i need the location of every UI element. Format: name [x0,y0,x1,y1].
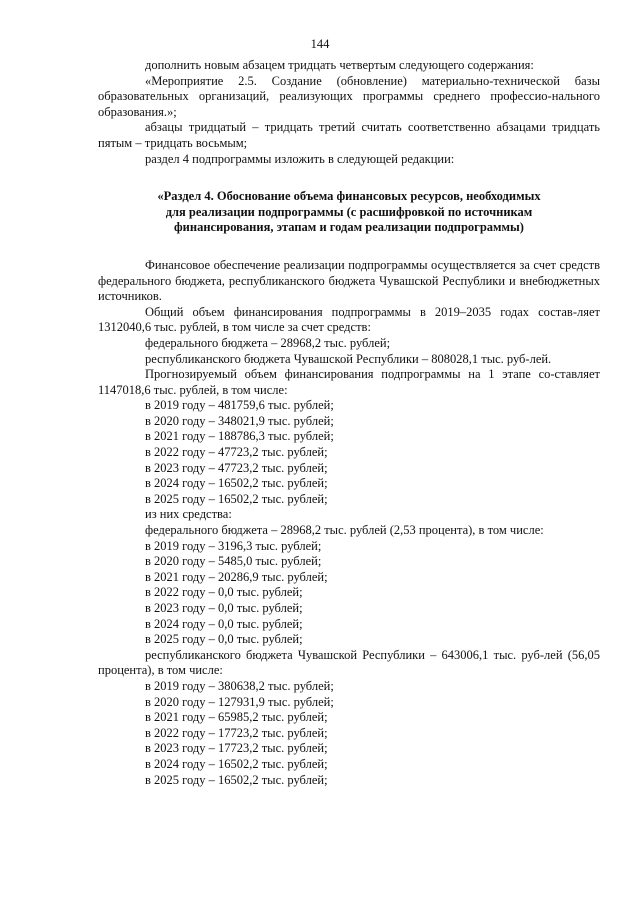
stage-1-year-line: в 2022 году – 47723,2 тыс. рублей; [145,445,328,460]
federal-year-line: в 2022 году – 0,0 тыс. рублей; [145,585,303,600]
federal-year-line: в 2025 году – 0,0 тыс. рублей; [145,632,303,647]
federal-year-line: в 2021 году – 20286,9 тыс. рублей; [145,569,328,584]
republican-year-line: в 2025 году – 16502,2 тыс. рублей; [145,772,328,787]
section-heading-line-3: финансирования, этапам и годам реализации подпрограммы) [174,220,524,235]
federal-year-line: в 2023 году – 0,0 тыс. рублей; [145,601,303,615]
republican-year-line: в 2021 году – 65985,2 тыс. рублей; [145,710,328,725]
stage-1-year-line: в 2024 году – 16502,2 тыс. рублей; [145,476,328,491]
stage-1-year-line: в 2019 году – 481759,6 тыс. рублей; [145,398,334,413]
federal-year-line: в 2019 году – 3196,3 тыс. рублей; [145,538,322,553]
section-heading-line-2: для реализации подпрограммы (с расшифровкой по источникам [165,204,533,219]
stage-1-year-line: в 2025 году – 16502,2 тыс. рублей; [145,491,328,506]
intro-paragraph-3: абзацы тридцатый – тридцать третий считать соответственно абзацами тридцать пятым – тридцать восьмым; [98,120,600,150]
stage-1-year-line: в 2021 году – 188786,3 тыс. рублей; [145,429,334,444]
republican-stage-line: республиканского бюджета Чувашской Республики – 643006,1 тыс. руб-лей (56,05 процента), в том числе: [98,647,600,678]
document-body [98,58,600,788]
republican-year-line: в 2020 году – 127931,9 тыс. рублей; [145,694,334,709]
intro-section [98,58,600,167]
republican-year-line: в 2019 году – 380638,2 тыс. рублей; [145,678,334,693]
federal-year-line: в 2024 году – 0,0 тыс. рублей; [145,616,303,631]
federal-year-line: в 2020 году – 5485,0 тыс. рублей; [145,554,322,569]
stage-1-year-line: в 2023 году – 47723,2 тыс. рублей; [145,460,328,475]
intro-paragraph-1: дополнить новым абзацем тридцать четвертым следующего содержания: [145,58,534,72]
federal-total-line: федерального бюджета – 28968,2 тыс. рублей; [145,335,391,350]
intro-paragraph-4: раздел 4 подпрограммы изложить в следующей редакции: [145,151,455,166]
intro-paragraph-2: «Мероприятие 2.5. Создание (обновление) материально-технической базы образовательных организаций, реализующих программы среднего профессио-нального образования.»; [98,73,600,119]
republican-year-line: в 2024 году – 16502,2 тыс. рублей; [145,756,328,771]
sources-line: из них средства: [145,507,232,522]
funding-section [98,258,600,788]
federal-stage-line: федерального бюджета – 28968,2 тыс. рублей (2,53 процента), в том числе: [145,523,544,538]
stage-1-paragraph: Прогнозируемый объем финансирования подпрограммы на 1 этапе со-ставляет 1147018,6 тыс. рублей, в том числе: [98,367,600,397]
page-number: 144 [310,37,330,51]
republican-year-line: в 2023 году – 17723,2 тыс. рублей; [145,741,328,756]
republican-year-line: в 2022 году – 17723,2 тыс. рублей; [145,725,328,740]
funding-paragraph: Финансовое обеспечение реализации подпрограммы осуществляется за счет средств федерального бюджета, республиканского бюджета Чувашской Республики и внебюджетных источников. [98,257,600,304]
total-volume-paragraph: Общий объем финансирования подпрограммы в 2019–2035 годах состав-ляет 1312040,6 тыс. рублей, в том числе за счет средств: [98,304,600,335]
stage-1-year-line: в 2020 году – 348021,9 тыс. рублей; [145,413,334,428]
section-heading-line-1: «Раздел 4. Обоснование объема финансовых ресурсов, необходимых [157,189,541,204]
section-heading [98,189,600,236]
republican-total-line: республиканского бюджета Чувашской Республики – 808028,1 тыс. руб-лей. [145,351,552,366]
